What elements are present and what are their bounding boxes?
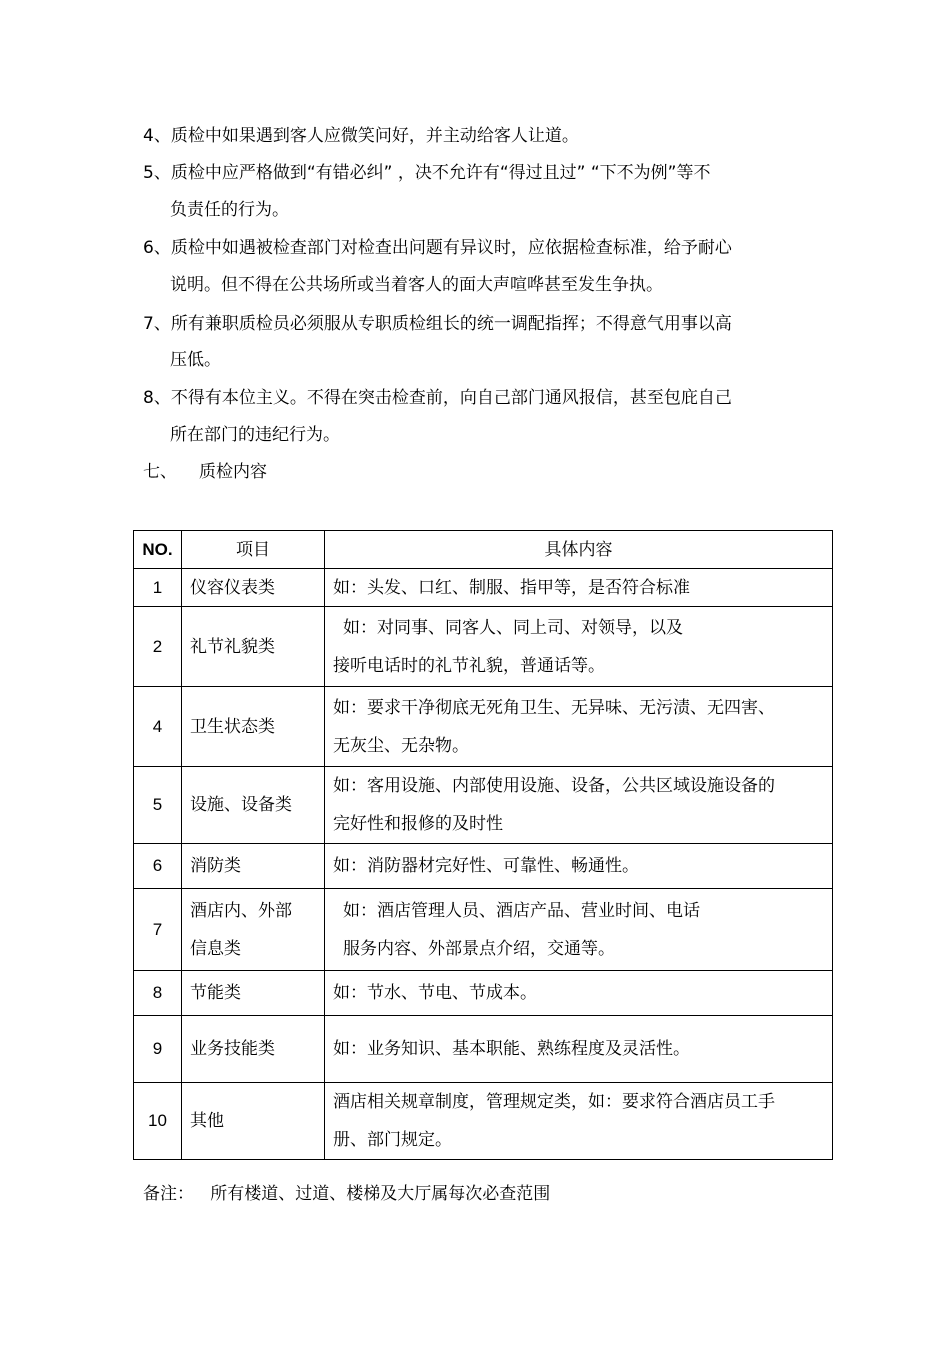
row-detail — [325, 569, 833, 607]
row-item: 业务技能类 — [182, 1016, 325, 1083]
table-row — [134, 844, 833, 889]
inspection-table — [133, 530, 833, 1160]
row-item: 卫生状态类 — [182, 687, 325, 767]
row-item: 设施、设备类 — [182, 767, 325, 844]
row-detail-line: 服务内容、外部景点介绍，交通等。 — [343, 938, 615, 959]
row-detail-line: 册、部门规定。 — [333, 1130, 452, 1150]
row-no: 5 — [134, 767, 182, 844]
table-row — [134, 1016, 833, 1083]
row-detail — [325, 889, 833, 971]
footnote: 备注： 所有楼道、过道、楼梯及大厅属每次必查范围 — [143, 1184, 551, 1204]
row-detail — [325, 844, 833, 889]
row-detail-line: 如：要求干净彻底无死角卫生、无异味、无污渍、无四害、 — [333, 697, 775, 718]
row-item: 仪容仪表类 — [182, 569, 325, 607]
rule-6-line-1: 6、质检中如遇被检查部门对检查出问题有异议时，应依据检查标准，给予耐心 — [143, 238, 732, 258]
row-no: 4 — [134, 687, 182, 767]
table-header-row — [134, 531, 833, 569]
row-detail-line: 如：客用设施、内部使用设施、设备，公共区域设施设备的 — [333, 776, 775, 796]
row-detail-line: 完好性和报修的及时性 — [333, 814, 503, 834]
row-no: 6 — [134, 844, 182, 889]
table-row — [134, 569, 833, 607]
row-detail-line: 酒店相关规章制度，管理规定类，如：要求符合酒店员工手 — [333, 1092, 775, 1112]
row-detail-line: 如：节水、节电、节成本。 — [333, 983, 537, 1003]
row-detail — [325, 767, 833, 844]
table-row — [134, 971, 833, 1016]
rule-5-line-1: 5、质检中应严格做到“有错必纠” ，决不允许有“得过且过” “下不为例”等不 — [143, 163, 711, 183]
row-detail-line: 接听电话时的礼节礼貌，普通话等。 — [333, 655, 605, 676]
row-detail — [325, 607, 833, 687]
rule-7-line-1: 7、所有兼职质检员必须服从专职质检组长的统一调配指挥；不得意气用事以高 — [143, 314, 732, 334]
row-detail — [325, 1016, 833, 1083]
row-detail-line: 如：对同事、同客人、同上司、对领导，以及 — [343, 617, 683, 638]
rule-8-line-1: 8、不得有本位主义。不得在突击检查前，向自己部门通风报信，甚至包庇自己 — [143, 388, 732, 408]
row-detail — [325, 687, 833, 767]
section-heading — [143, 461, 267, 483]
row-no: 10 — [134, 1083, 182, 1160]
header-detail: 具体内容 — [325, 531, 833, 569]
header-no: NO. — [134, 531, 182, 569]
row-detail-line: 如：头发、口红、制服、指甲等，是否符合标准 — [333, 577, 690, 598]
row-detail-line: 如：业务知识、基本职能、熟练程度及灵活性。 — [333, 1039, 690, 1059]
row-detail-line: 无灰尘、无杂物。 — [333, 735, 469, 756]
table-row — [134, 767, 833, 844]
row-item: 礼节礼貌类 — [182, 607, 325, 687]
row-no: 7 — [134, 889, 182, 971]
header-item: 项目 — [182, 531, 325, 569]
row-item: 其他 — [182, 1083, 325, 1160]
row-item-line: 信息类 — [190, 938, 241, 959]
row-item-line: 酒店内、外部 — [190, 900, 292, 921]
row-no: 8 — [134, 971, 182, 1016]
row-detail-line: 如：酒店管理人员、酒店产品、营业时间、电话 — [343, 900, 700, 921]
row-no: 1 — [134, 569, 182, 607]
row-item: 节能类 — [182, 971, 325, 1016]
row-detail — [325, 1083, 833, 1160]
table-row — [134, 889, 833, 971]
row-no: 9 — [134, 1016, 182, 1083]
table-row — [134, 687, 833, 767]
rule-5-line-2: 负责任的行为。 — [170, 200, 289, 220]
row-detail-line: 如：消防器材完好性、可靠性、畅通性。 — [333, 856, 639, 876]
section-title: 质检内容 — [199, 462, 267, 482]
rule-4: 4、质检中如果遇到客人应微笑问好，并主动给客人让道。 — [143, 126, 579, 146]
row-item: 消防类 — [182, 844, 325, 889]
table-row — [134, 607, 833, 687]
table-row — [134, 1083, 833, 1160]
row-detail — [325, 971, 833, 1016]
row-item — [182, 889, 325, 971]
rule-8-line-2: 所在部门的违纪行为。 — [170, 425, 340, 445]
row-no: 2 — [134, 607, 182, 687]
rule-7-line-2: 压低。 — [170, 350, 221, 370]
rule-6-line-2: 说明。但不得在公共场所或当着客人的面大声喧哗甚至发生争执。 — [170, 275, 663, 295]
section-number: 七、 — [143, 462, 177, 482]
